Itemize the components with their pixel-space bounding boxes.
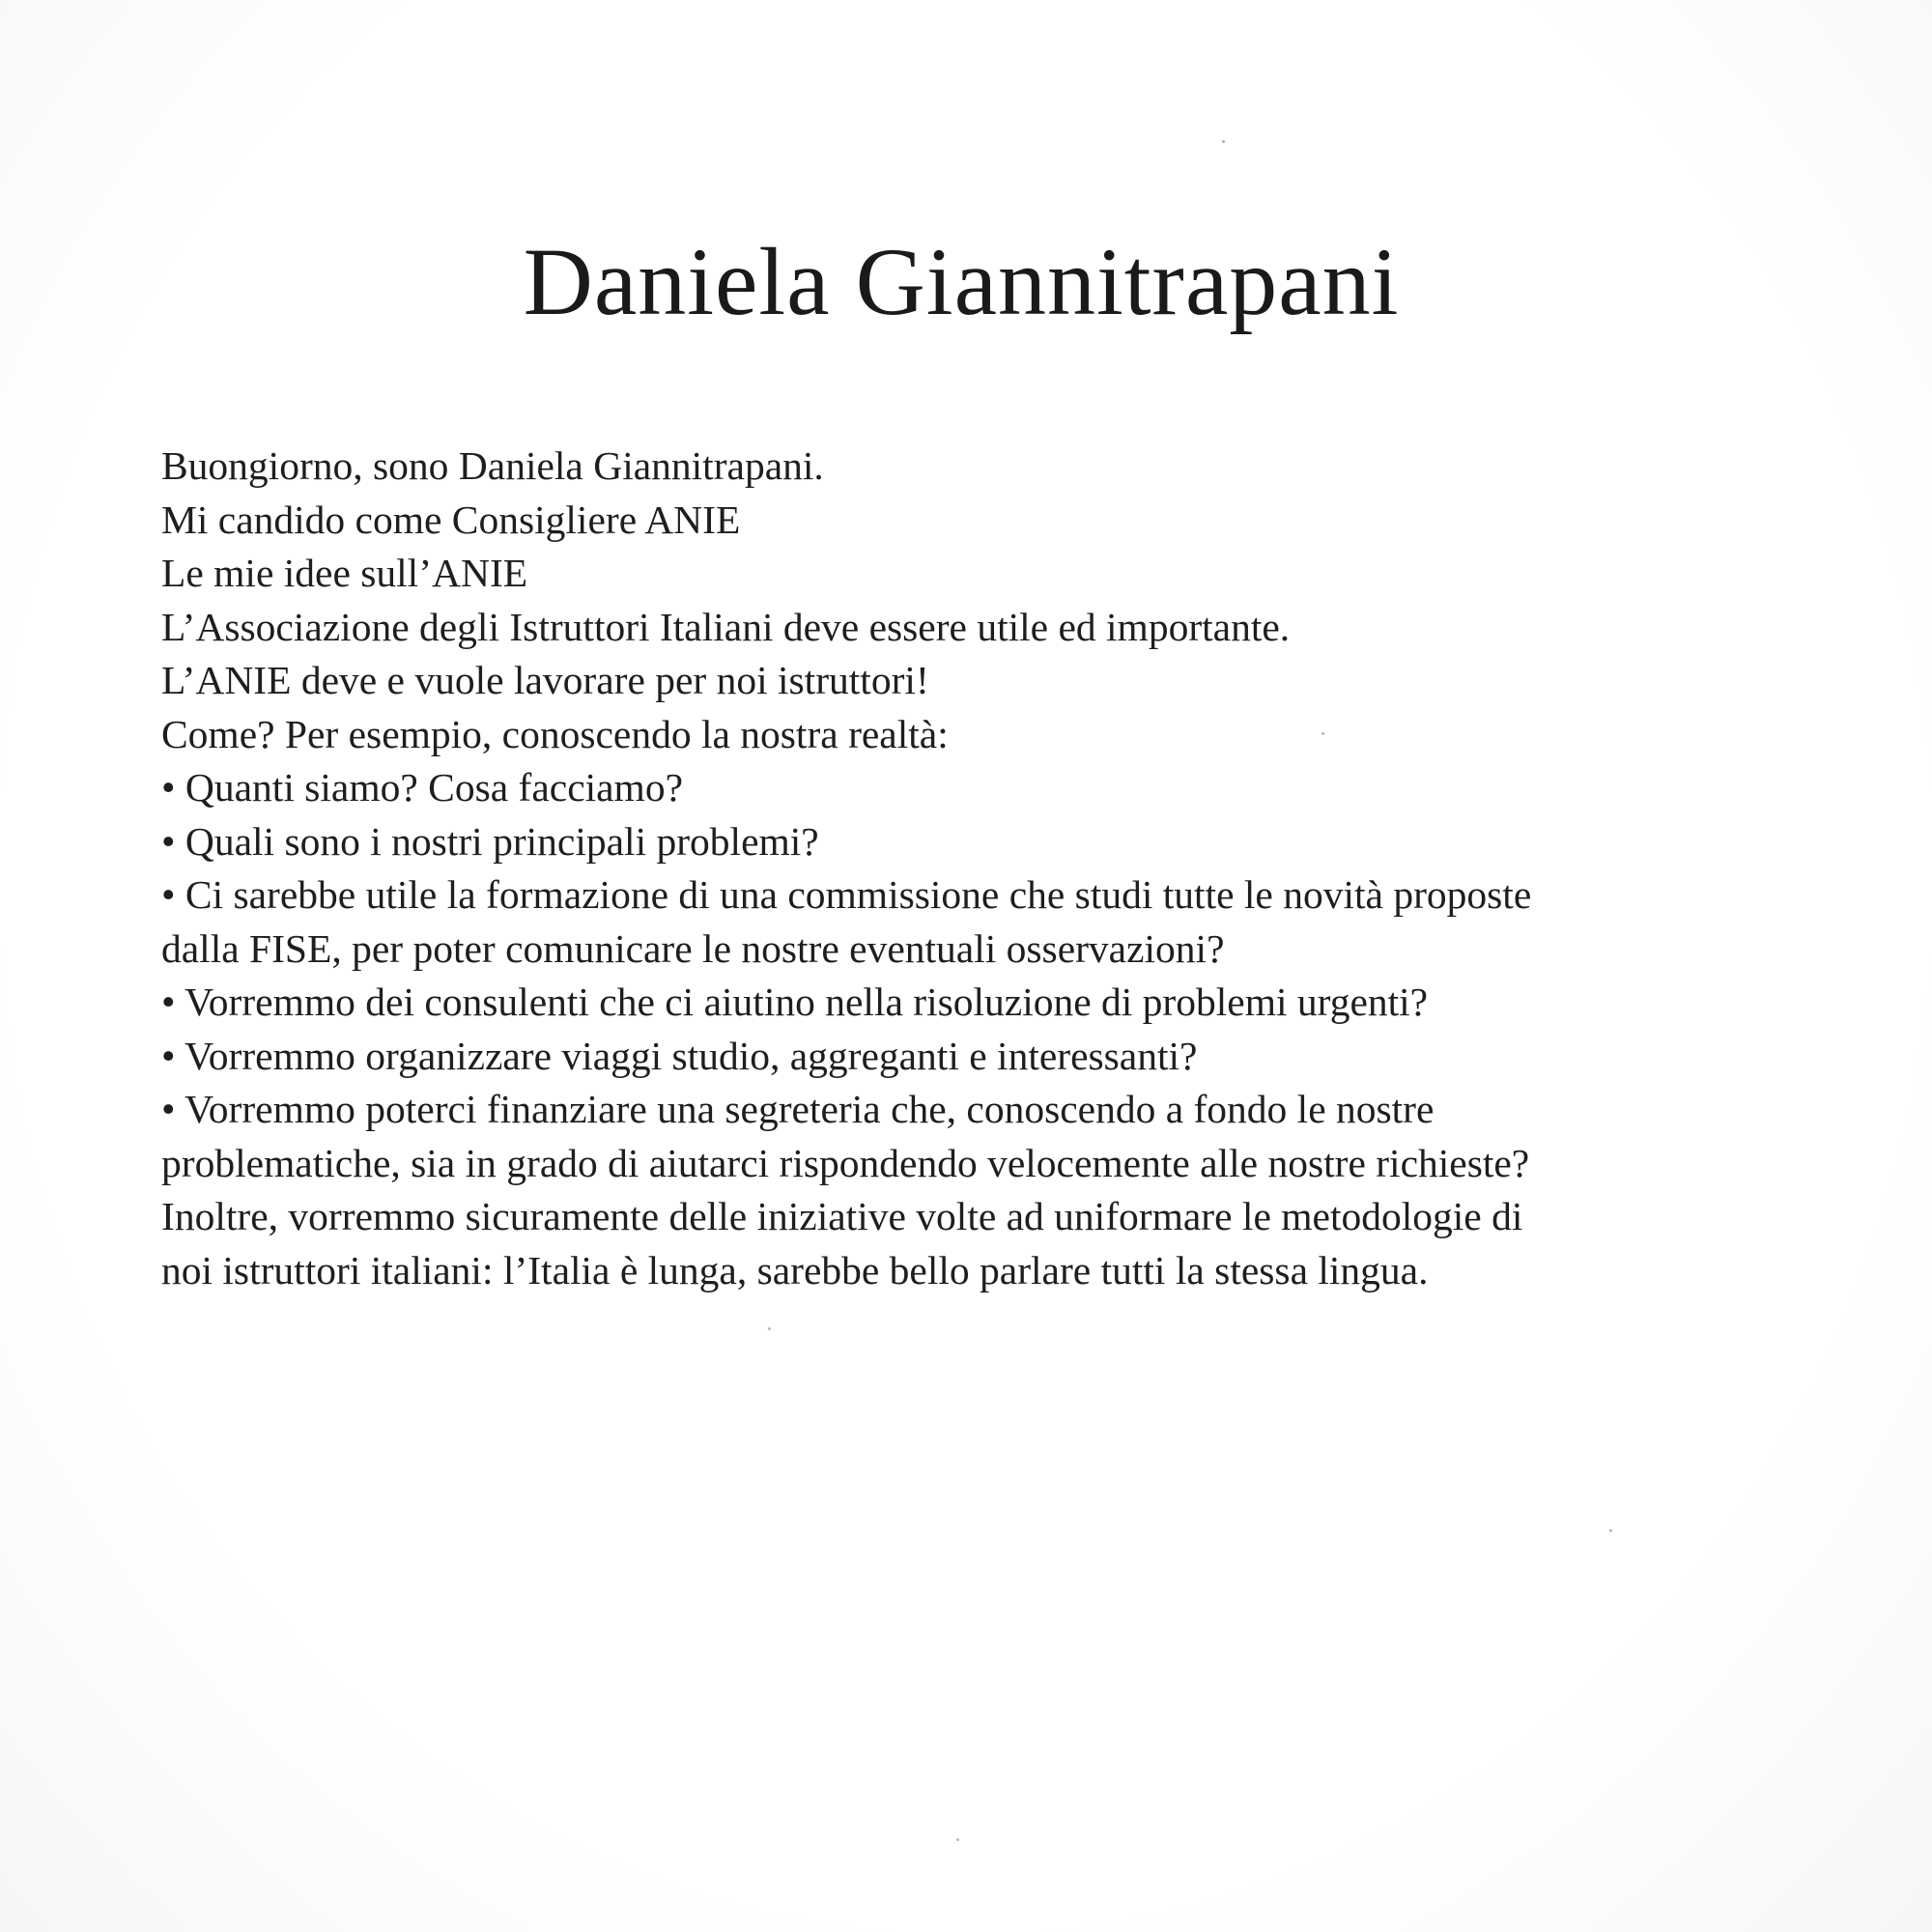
bullet-line: • Quali sono i nostri principali problemi? [161,818,819,864]
text-line: L’ANIE deve e vuole lavorare per noi istruttori! [161,658,929,702]
text-line: dalla FISE, per poter comunicare le nostre eventuali osservazioni? [161,925,1225,971]
bullet-line: • Vorremmo poterci finanziare una segreteria che, conoscendo a fondo le nostre [161,1087,1435,1131]
scan-speck [1609,1529,1612,1532]
page-title: Daniela Giannitrapani [523,228,1400,335]
scan-speck [1222,140,1225,143]
scan-speck [1321,732,1324,735]
bullet-line: • Ci sarebbe utile la formazione di una commissione che studi tutte le novità proposte [161,872,1532,917]
text-line: L’Associazione degli Istruttori Italiani deve essere utile ed importante. [161,604,1291,649]
text-line: Buongiorno, sono Daniela Giannitrapani. [161,443,824,488]
text-line: Le mie idee sull’ANIE [161,551,528,595]
bullet-line: • Quanti siamo? Cosa facciamo? [161,765,684,810]
text-line: Mi candido come Consigliere ANIE [161,497,741,542]
text-line: noi istruttori italiani: l’Italia è lunga, sarebbe bello parlare tutti la stessa lingua. [161,1247,1429,1293]
text-line: Come? Per esempio, conoscendo la nostra realtà: [161,711,949,756]
bullet-line: • Vorremmo dei consulenti che ci aiutino nella risoluzione di problemi urgenti? [161,980,1429,1024]
scan-speck [768,1327,771,1330]
scan-speck [956,1838,959,1841]
text-line: problematiche, sia in grado di aiutarci rispondendo velocemente alle nostre richieste? [161,1140,1530,1185]
body-text [161,440,1804,1297]
bullet-line: • Vorremmo organizzare viaggi studio, aggreganti e interessanti? [161,1033,1198,1078]
text-line: Inoltre, vorremmo sicuramente delle iniziative volte ad uniformare le metodologie di [161,1194,1523,1238]
